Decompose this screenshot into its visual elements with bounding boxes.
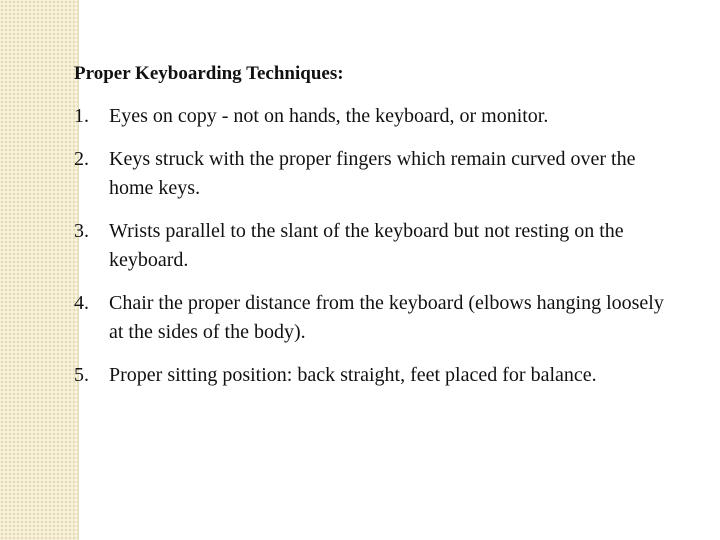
list-item-text: Chair the proper distance from the keyboard (elbows hanging loosely at the sides of the body). [109, 292, 664, 343]
list-item-text: Wrists parallel to the slant of the keyboard but not resting on the keyboard. [109, 220, 624, 271]
decorative-side-band [0, 0, 78, 540]
list-item-number: 2. [74, 148, 89, 170]
list-item-text: Proper sitting position: back straight, feet placed for balance. [109, 364, 597, 386]
list-item-number: 5. [74, 364, 89, 386]
list-item [74, 217, 674, 275]
slide-content [74, 58, 674, 404]
list-item [74, 145, 674, 203]
list-item-text: Keys struck with the proper fingers which remain curved over the home keys. [109, 148, 636, 199]
list-item-number: 3. [74, 220, 89, 242]
technique-list [74, 102, 674, 390]
list-item-number: 1. [74, 105, 89, 127]
list-item [74, 361, 674, 390]
list-item-text: Eyes on copy - not on hands, the keyboard, or monitor. [109, 105, 549, 127]
list-item [74, 289, 674, 347]
list-item-number: 4. [74, 292, 89, 314]
list-item [74, 102, 674, 131]
page-title: Proper Keyboarding Techniques: [74, 63, 344, 84]
